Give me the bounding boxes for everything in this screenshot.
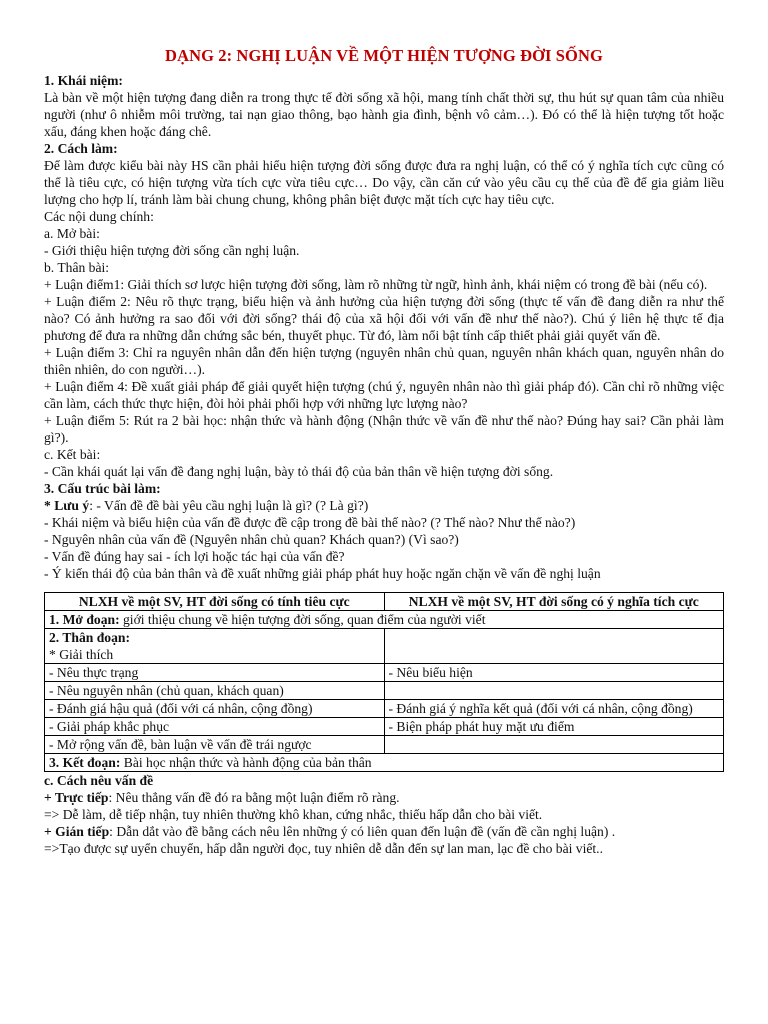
indirect-result: =>Tạo được sự uyển chuyển, hấp dẫn người đọc, tuy nhiên dễ dẫn đến sự lan man, lạc đề cho bài viết.. (44, 841, 603, 856)
structure-item: - Khái niệm và biểu hiện của vấn đề được đề cập trong đề bài thế nào? (? Thế nào? Như thế nào?) (44, 515, 576, 530)
table-cell: - Nêu biểu hiện (384, 664, 724, 682)
table-cell: - Giải pháp khắc phục (45, 718, 385, 736)
table-cell: - Mở rộng vấn đề, bàn luận về vấn đề trái ngược (45, 736, 385, 754)
conclusion-text: - Cần khái quát lại vấn đề đang nghị luận, bày tỏ thái độ của bản thân về hiện tượng đời sống. (44, 464, 554, 479)
note-line (44, 497, 724, 514)
table-row (45, 700, 724, 718)
direct-result: => Dễ làm, dễ tiếp nhận, tuy nhiên thường khô khan, cứng nhắc, thiếu hấp dẫn cho bài viết. (44, 807, 543, 822)
table-cell-intro (45, 611, 724, 629)
table-row (45, 664, 724, 682)
document-title: DẠNG 2: NGHỊ LUẬN VỀ MỘT HIỆN TƯỢNG ĐỜI SỐNG (165, 46, 603, 65)
body-point: + Luận điểm 4: Đề xuất giải pháp để giải quyết hiện tượng (chú ý, nguyên nhân nào thì giải pháp đó). Cần chỉ rõ những việc cần làm, cách thức thực hiện, đòi hỏi phải phối hợp với những lực lượng nào? (44, 379, 724, 411)
note-label: * Lưu ý (44, 498, 90, 513)
table-cell (384, 629, 724, 664)
body-point: + Luận điểm 5: Rút ra 2 bài học: nhận thức và hành động (Nhận thức về vấn đề như thế nào? Đúng hay sai? Cần phải làm gì?). (44, 413, 724, 445)
structure-item: - Nguyên nhân của vấn đề (Nguyên nhân chủ quan? Khách quan?) (Vì sao?) (44, 532, 459, 547)
body-point: + Luận điểm 3: Chỉ ra nguyên nhân dẫn đến hiện tượng (nguyên nhân chủ quan, nguyên nhân khách quan, nguyên nhân do thiên nhiên, do con người…). (44, 345, 724, 377)
intro-section-text: giới thiệu chung về hiện tượng đời sống, quan điểm của người viết (119, 612, 486, 627)
table-cell-body (45, 629, 385, 664)
section-1-text: Là bàn về một hiện tượng đang diễn ra trong thực tế đời sống xã hội, mang tính chất thời sự, thu hút sự quan tâm của nhiều người (như ô nhiễm môi trường, tai nạn giao thông, bạo hành gia đình, bệnh vô cảm…). Đó có thể là hiện tượng tốt hoặc xấu, đáng khen hoặc đáng chê. (44, 90, 724, 139)
table-row (45, 629, 724, 664)
table-cell: - Đánh giá ý nghĩa kết quả (đối với cá nhân, cộng đồng) (384, 700, 724, 718)
body-label: b. Thân bài: (44, 260, 110, 275)
table-cell: - Biện pháp phát huy mặt ưu điểm (384, 718, 724, 736)
intro-text: - Giới thiệu hiện tượng đời sống cần nghị luận. (44, 243, 300, 258)
note-text: : - Vấn đề đề bài yêu cầu nghị luận là gì? (? Là gì?) (89, 498, 369, 513)
section-1-heading: 1. Khái niệm: (44, 73, 123, 88)
body-section-label: 2. Thân đoạn: (49, 630, 130, 645)
table-cell: - Nêu thực trạng (45, 664, 385, 682)
section-2-text: Để làm được kiểu bài này HS cần phải hiểu hiện tượng đời sống được đưa ra nghị luận, có thể có ý nghĩa tích cực cũng có thể là tiêu cực, có hiện tượng vừa tích cực vừa tiêu cực… Do vậy, cần căn cứ vào yêu cầu cụ thể của đề để gia giảm liều lượng cho hợp lí, tránh làm bài chung chung, không phân biệt được mặt tích cực hay tiêu cực. (44, 158, 724, 207)
table-row (45, 754, 724, 772)
table-row (45, 736, 724, 754)
body-point: + Luận điểm 2: Nêu rõ thực trạng, biểu hiện và ảnh hưởng của hiện tượng đời sống (thực tế vấn đề đang diễn ra như thế nào? Có ảnh hưởng ra sao đối với đời sống? thái độ của xã hội đối với vấn đề như thế nào?). Chú ý liên hệ thực tế địa phương để đưa ra những dẫn chứng sắc bén, thuyết phục. Từ đó, làm nổi bật tính cấp thiết phải giải quyết vấn đề. (44, 294, 724, 343)
section-3-heading: 3. Cấu trúc bài làm: (44, 481, 161, 496)
table-row (45, 611, 724, 629)
body-point: + Luận điểm1: Giải thích sơ lược hiện tượng đời sống, làm rõ những từ ngữ, hình ảnh, khái niệm có trong đề bài (nếu có). (44, 277, 708, 292)
table-cell (384, 682, 724, 700)
indirect-method (44, 823, 724, 840)
table-header-positive: NLXH về một SV, HT đời sống có ý nghĩa tích cực (384, 593, 724, 611)
structure-item: - Vấn đề đúng hay sai - ích lợi hoặc tác hại của vấn đề? (44, 549, 345, 564)
table-cell-conclusion (45, 754, 724, 772)
direct-method (44, 789, 724, 806)
section-c-heading: c. Cách nêu vấn đề (44, 773, 154, 788)
conclusion-section-label: 3. Kết đoạn: (49, 755, 121, 770)
indirect-text: : Dẫn dắt vào đề bằng cách nêu lên những ý có liên quan đến luận đề (vấn đề cần nghị luận) . (109, 824, 616, 839)
intro-label: a. Mở bài: (44, 226, 100, 241)
structure-item: - Ý kiến thái độ của bản thân và đề xuất những giải pháp phát huy hoặc ngăn chặn về vấn đề nghị luận (44, 566, 601, 581)
indirect-label: + Gián tiếp (44, 824, 110, 839)
direct-text: : Nêu thẳng vấn đề đó ra bằng một luận điểm rõ ràng. (108, 790, 400, 805)
conclusion-section-text: Bài học nhận thức và hành động của bản thân (120, 755, 372, 770)
conclusion-label: c. Kết bài: (44, 447, 101, 462)
table-header-row (45, 593, 724, 611)
intro-section-label: 1. Mở đoạn: (49, 612, 120, 627)
document-body (44, 72, 724, 857)
table-row (45, 682, 724, 700)
table-cell (384, 736, 724, 754)
explain-label: * Giải thích (49, 647, 114, 662)
table-row (45, 718, 724, 736)
table-cell: - Đánh giá hậu quả (đối với cá nhân, cộng đồng) (45, 700, 385, 718)
table-cell: - Nêu nguyên nhân (chủ quan, khách quan) (45, 682, 385, 700)
table-header-negative: NLXH về một SV, HT đời sống có tính tiêu cực (45, 593, 385, 611)
section-2-heading: 2. Cách làm: (44, 141, 118, 156)
main-content-label: Các nội dung chính: (44, 209, 154, 224)
comparison-table (44, 592, 724, 772)
direct-label: + Trực tiếp (44, 790, 109, 805)
